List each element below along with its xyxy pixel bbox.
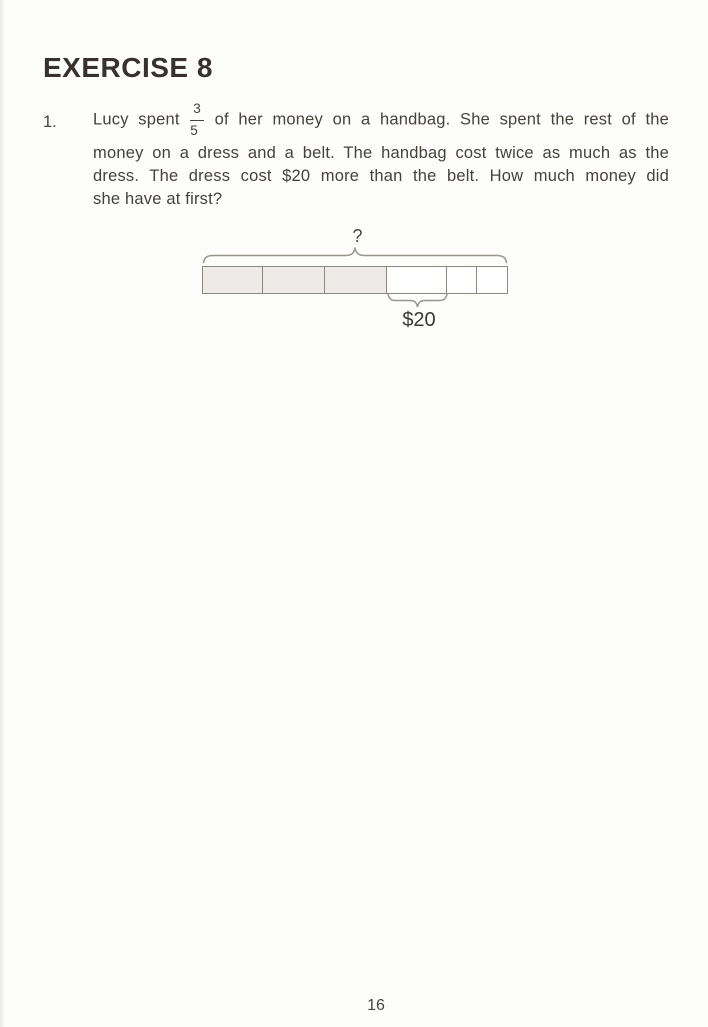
total-question-label: ? <box>352 226 363 246</box>
problem-text <box>93 100 669 211</box>
bar-segment-shaded <box>203 267 262 293</box>
fraction-numerator: 3 <box>190 100 204 121</box>
fraction-denominator: 5 <box>190 122 198 138</box>
page-left-edge-shadow <box>0 0 5 1027</box>
line1-before-fraction: Lucy spent <box>93 110 180 129</box>
twenty-dollar-label: $20 <box>402 309 436 331</box>
twenty-dollar-brace <box>387 293 448 309</box>
exercise-title: EXERCISE 8 <box>43 51 213 83</box>
bar-segment-unshaded <box>446 267 475 293</box>
problem-text-line-1 <box>93 100 669 140</box>
bar-segment-shaded <box>324 267 386 293</box>
problem-text-line-4: she have at first? <box>93 190 223 209</box>
page-number: 16 <box>367 997 385 1014</box>
line1-after-fraction: of her money on a handbag. She spent the rest of the <box>214 110 669 129</box>
problem-text-line-2: money on a dress and a belt. The handbag cost twice as much as the <box>93 144 669 163</box>
bar-segment-unshaded <box>386 267 447 293</box>
problem-text-line-3: dress. The dress cost $20 more than the belt. How much money did <box>93 167 669 186</box>
top-brace <box>202 247 508 264</box>
bar-model <box>202 266 508 294</box>
bar-model-diagram <box>202 225 508 335</box>
problem-number: 1. <box>43 113 57 131</box>
fraction-three-fifths <box>189 100 205 140</box>
bar-segment-shaded <box>262 267 325 293</box>
bar-segment-unshaded <box>476 267 507 293</box>
